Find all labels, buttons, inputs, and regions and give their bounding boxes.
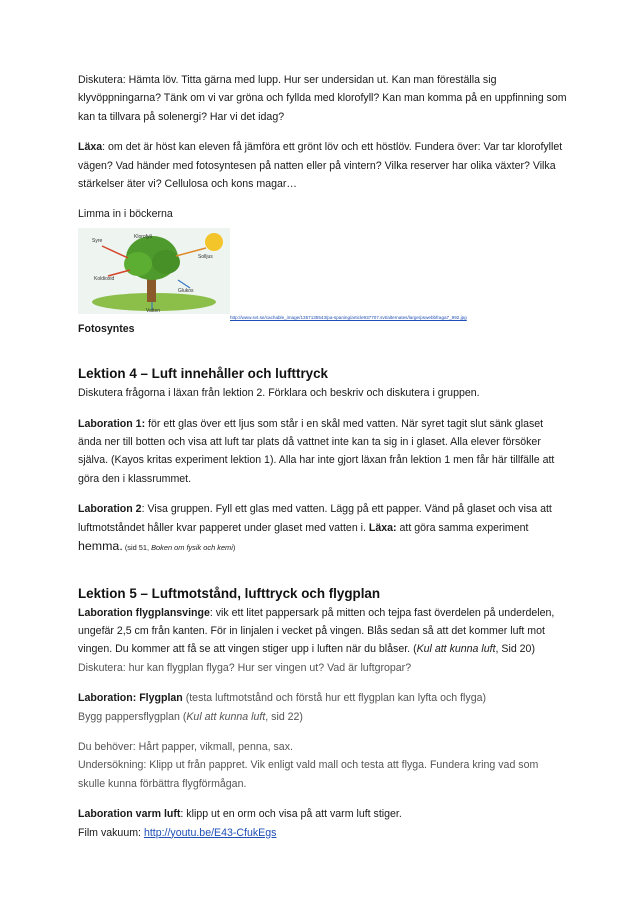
l5-laboration-flygplan: Laboration: Flygplan (testa luftmotstånd och förstå hur ett flygplan kan lyfta och flyga) <box>78 692 487 705</box>
heading-lektion-5: Lektion 5 – Luftmotstånd, lufttryck och flygplan <box>78 585 381 601</box>
figure-caption: Fotosyntes <box>78 322 135 335</box>
label-syre: Syre <box>92 237 103 244</box>
lab2-label: Laboration 2 <box>78 503 142 516</box>
image-url-link[interactable]: http://www.svt.se/cachable_image/1357135543/pa-spaning/article937707.svt/alternates/large/pswebbfraga7_992.jpg <box>230 314 467 320</box>
photosynthesis-image <box>78 228 230 314</box>
label-vatten: Vatten <box>146 307 161 314</box>
l4-laboration-1: Laboration 1: för ett glas över ett ljus som står i en skål med vatten. När syret tagit slut sänk glaset ända ner till botten och visa att luft tar plats då vattnet inte kan ta sig in i glaset. Alla elever försöker själva. (Kayos kritas experiment lektion 1). Alla har inte gjort läxan från lektion 1 men får här tillfälle att göra den i klassrummet. <box>78 417 555 485</box>
heading-lektion-4: Lektion 4 – Luft innehåller och lufttryck <box>78 366 328 382</box>
laxa-text: : om det är höst kan eleven få jämföra ett grönt löv och ett höstlöv. Fundera över: Var tar klorofyllet vägen? Vad händer med fotosyntesen på natten eller på vintern? Vilka reserver har olika växter? Vilka stärkelser äter vi? Cellulosa och kons magar… <box>78 141 563 191</box>
l5-undersokning: Undersökning: Klipp ut från pappret. Vik enligt vald mall och testa att flyga. Fundera kring vad som skulle kunna förbättra flygförmågan. <box>78 759 539 790</box>
lab1-label: Laboration 1: <box>78 417 146 430</box>
document-page <box>78 71 568 842</box>
hemma-text: hemma. <box>78 539 123 554</box>
l4-intro: Diskutera frågorna i läxan från lektion 2. Förklara och beskriv och diskutera i gruppen. <box>78 387 480 400</box>
book-ref: Boken om fysik och kemi <box>151 543 233 553</box>
label-koldioxid: Koldioxid <box>94 275 115 282</box>
paragraph-diskutera-lov: Diskutera: Hämta löv. Titta gärna med lupp. Hur ser undersidan ut. Kan man föreställa sig klyvöppningarna? Tänk om vi var gröna och fyllda med klorofyll? Kan man komma på en uppfinning som kan ta tillvara på solenergi? Har vi det idag? <box>78 74 567 123</box>
film-link[interactable]: http://youtu.be/E43-CfukEgs <box>143 826 277 839</box>
label-klorofyll: Klorofyll <box>134 233 152 240</box>
figure-row <box>78 228 568 320</box>
l5-film: Film vakuum: http://youtu.be/E43-CfukEgs <box>78 826 277 839</box>
l5-flygplansvinge: Laboration flygplansvinge: vik ett litet pappersark på mitten och tejpa fast överdelen på underdelen, ungefär 2,5 cm från kanten. För in linjalen i vecket på vingen. Blås sedan så att det kommer luft mot vingen. Du kommer att få se att vingen stiger upp i luften när du blåser. (Kul att kunna luft, Sid 20) <box>78 606 555 656</box>
paragraph-laxa <box>78 138 568 193</box>
l5-bygg: Bygg pappersflygplan (Kul att kunna luft, sid 22) <box>78 710 303 723</box>
sun-icon <box>205 233 223 251</box>
label-glukos: Glukos <box>178 287 194 294</box>
l4-laboration-2: Laboration 2: Visa gruppen. Fyll ett glas med vatten. Lägg på ett papper. Vänd på glaset och visa att luftmotståndet håller kvar papperet under glaset med vatten i. Läxa: att göra samma experiment hemma. (sid 51, Boken om fysik och kemi) <box>78 503 552 554</box>
label-solljus: Solljus <box>198 253 213 260</box>
l5-laboration-varm-luft: Laboration varm luft: klipp ut en orm och visa på att varm luft stiger. <box>78 808 402 821</box>
paragraph-limma: Limma in i böckerna <box>78 208 173 221</box>
l5-diskutera: Diskutera: hur kan flygplan flyga? Hur ser vingen ut? Vad är luftgropar? <box>78 661 412 674</box>
laxa-label: Läxa <box>78 141 103 154</box>
l5-du-behover: Du behöver: Hårt papper, vikmall, penna, sax. <box>78 740 293 753</box>
